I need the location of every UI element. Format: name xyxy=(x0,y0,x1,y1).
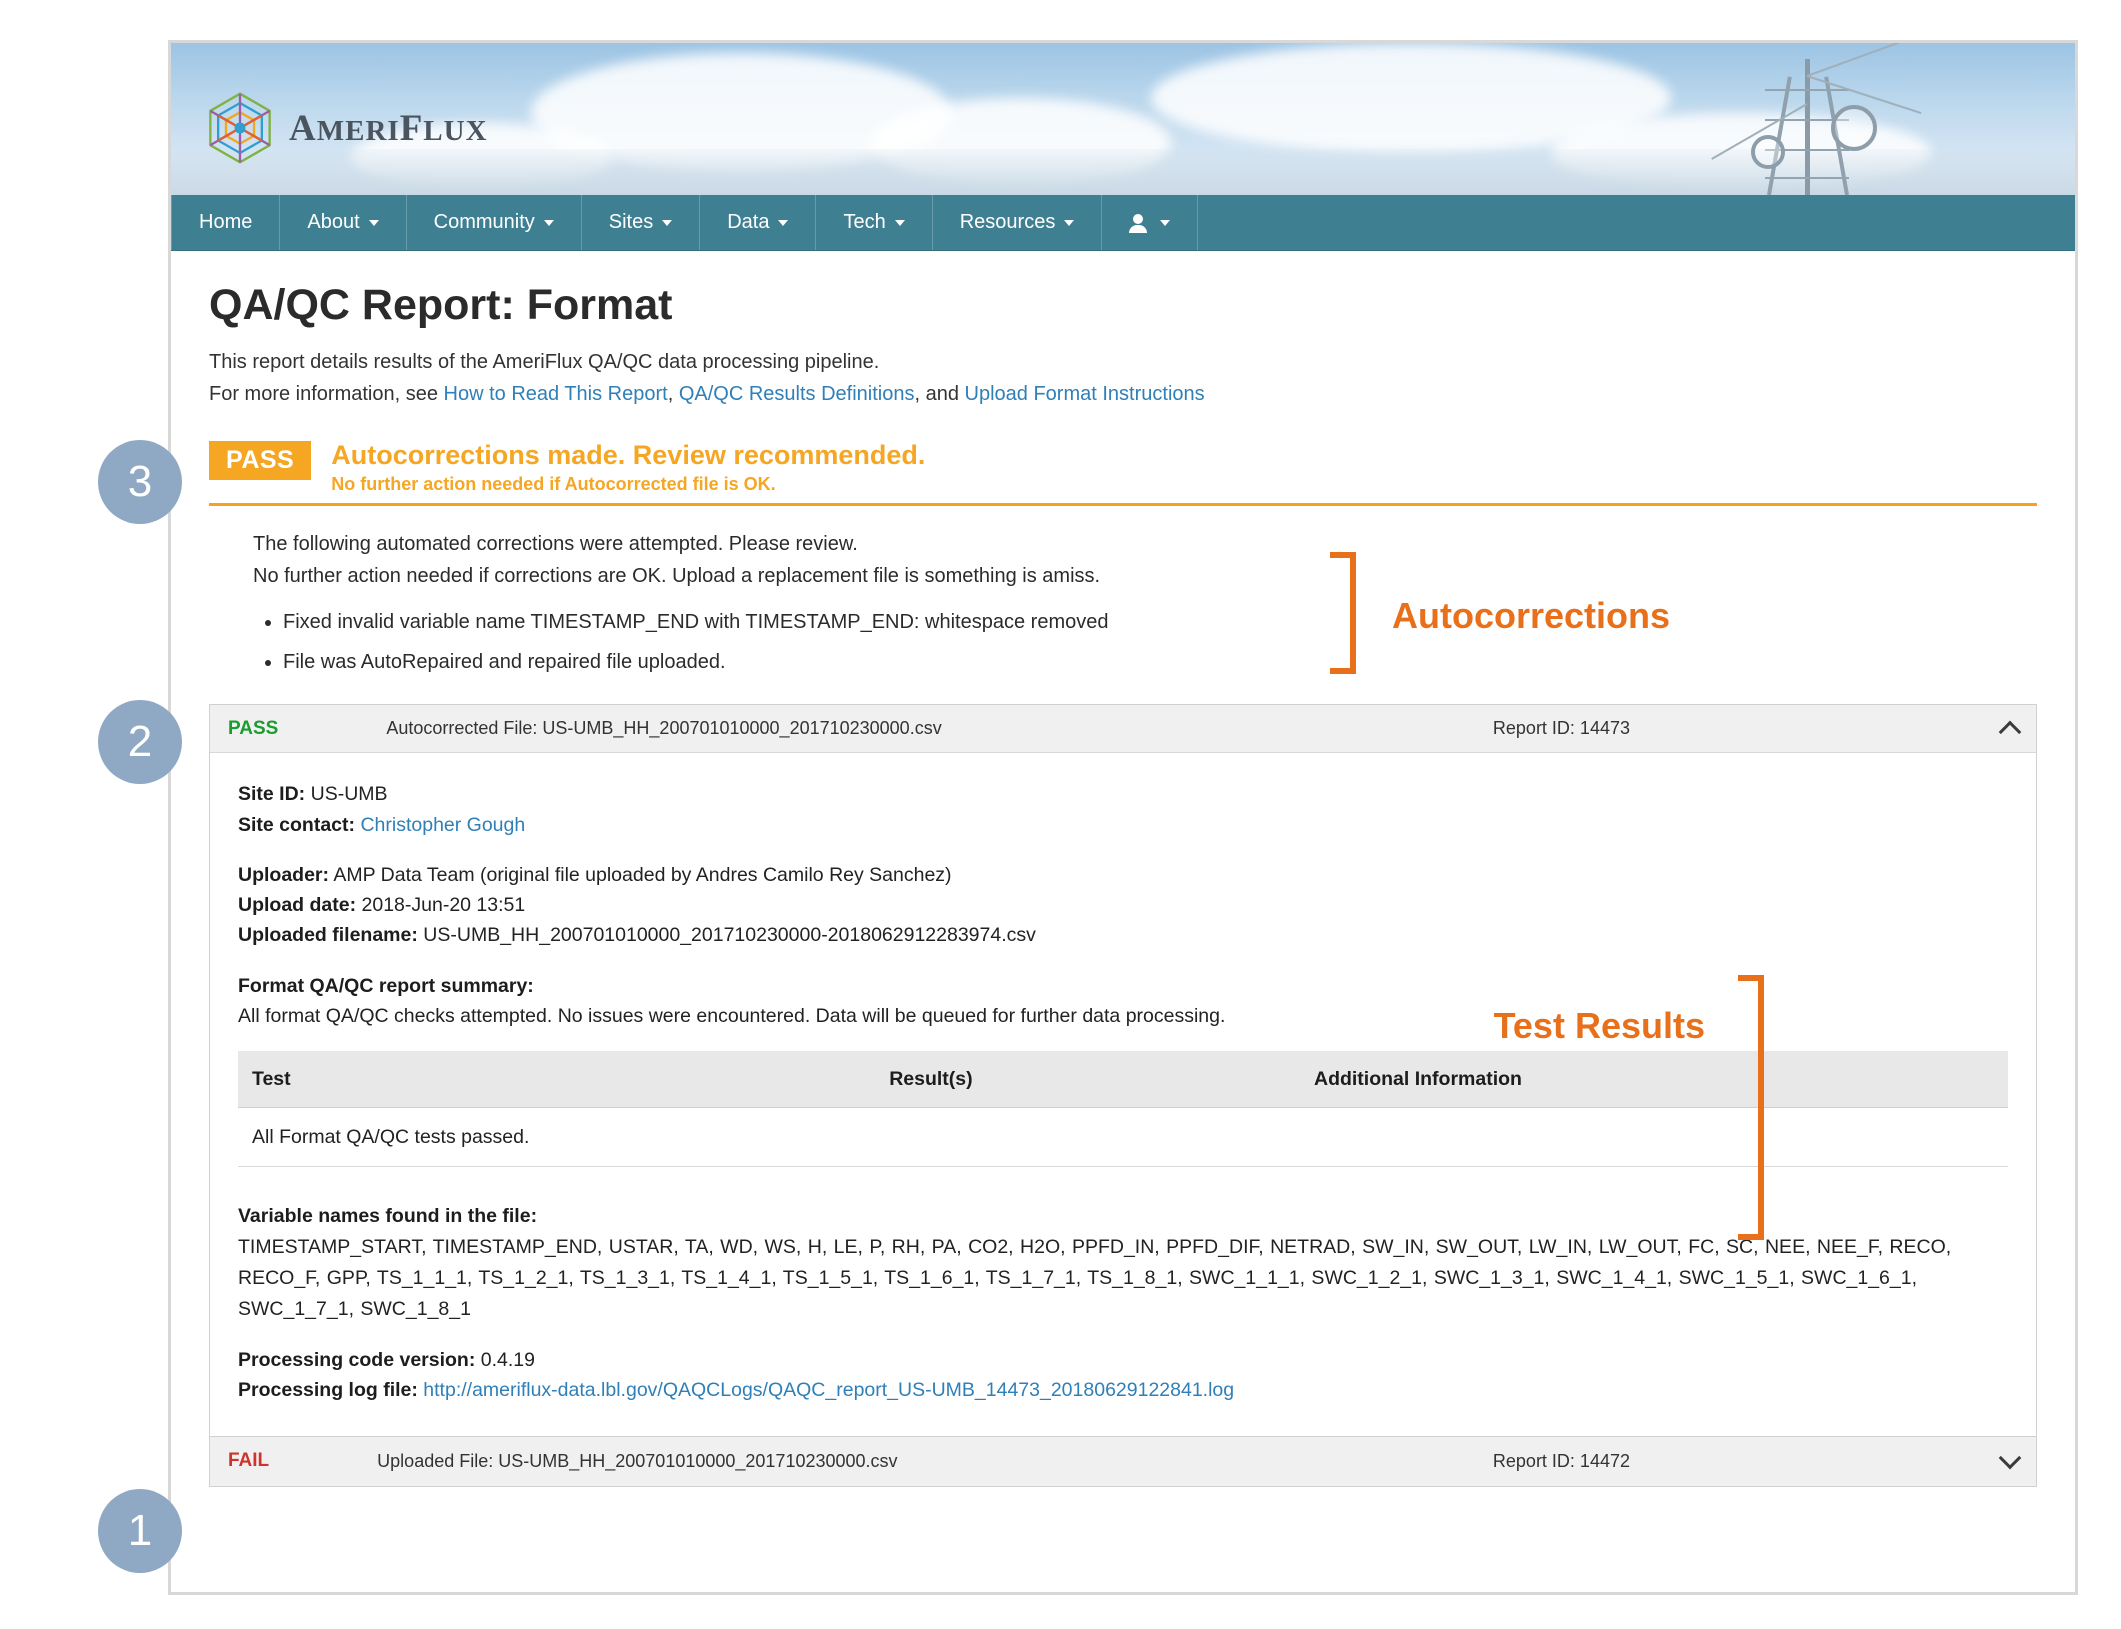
code-version-label: Processing code version: xyxy=(238,1349,476,1372)
variables-label: Variable names found in the file: xyxy=(238,1205,538,1228)
uploaded-filename-value: US-UMB_HH_200701010000_201710230000-2018062912283974.csv xyxy=(423,924,1036,947)
chevron-up-icon[interactable] xyxy=(1999,721,2022,744)
link-how-to-read-report[interactable]: How to Read This Report xyxy=(443,383,668,406)
log-file-row xyxy=(238,1375,2008,1405)
list-item: • File was AutoRepaired and repaired file uploaded. xyxy=(283,646,2037,678)
annotation-label-autocorrections: Autocorrections xyxy=(1392,595,1671,636)
autocorrections-bracket xyxy=(1330,552,1356,674)
panel-status-fail: FAIL xyxy=(228,1450,270,1472)
uploaded-filename-row xyxy=(238,920,2008,950)
autocorrections-list xyxy=(253,606,2037,678)
upload-date-label: Upload date: xyxy=(238,894,357,917)
annotation-circle-1: 1 xyxy=(98,1489,182,1573)
cell-test: All Format QA/QC tests passed. xyxy=(238,1108,875,1167)
log-file-link[interactable]: http://ameriflux-data.lbl.gov/QAQCLogs/QAQC_report_US-UMB_14473_20180629122841.log xyxy=(423,1379,1235,1402)
site-id-value: US-UMB xyxy=(310,783,388,806)
user-icon xyxy=(1129,214,1147,232)
chevron-down-icon xyxy=(1160,220,1170,226)
variables-value: TIMESTAMP_START, TIMESTAMP_END, USTAR, TA, WD, WS, H, LE, P, RH, PA, CO2, H2O, PPFD_IN, PPFD_DIF, NETRAD, SW_IN, SW_OUT, LW_IN, LW_OUT, FC, SC, NEE, NEE_F, RECO, RECO_F, GPP, TS_1_1_1, TS_1_2_1, TS_1_3_1, TS_1_4_1, TS_1_5_1, TS_1_6_1, TS_1_7_1, TS_1_8_1, SWC_1_1_1, SWC_1_2_1, SWC_1_3_1, SWC_1_4_1, SWC_1_5_1, SWC_1_6_1, SWC_1_7_1, SWC_1_8_1 xyxy=(238,1235,1952,1321)
wordmark-meri: MERI xyxy=(316,114,400,147)
cell-results xyxy=(875,1108,1300,1167)
upload-info-block xyxy=(238,860,2008,951)
chevron-down-icon xyxy=(544,220,554,226)
autocorrections-section xyxy=(209,528,2037,678)
code-version-row xyxy=(238,1345,2008,1375)
wordmark-f: F xyxy=(399,107,424,149)
code-version-value: 0.4.19 xyxy=(480,1349,535,1372)
intro-line-2 xyxy=(209,378,2037,410)
nav-label: Home xyxy=(199,211,253,233)
nav-label: Tech xyxy=(843,211,886,233)
column-header-additional-information: Additional Information xyxy=(1300,1051,2008,1108)
link-qaqc-results-definitions[interactable]: QA/QC Results Definitions xyxy=(678,383,915,406)
page-title: QA/QC Report: Format xyxy=(209,281,673,329)
annotation-circle-2: 2 xyxy=(98,700,182,784)
chevron-down-icon[interactable] xyxy=(1999,1447,2022,1470)
chevron-down-icon xyxy=(895,220,905,226)
wordmark-a: A xyxy=(289,107,317,149)
link-upload-format-instructions[interactable]: Upload Format Instructions xyxy=(964,383,1205,406)
ameriflux-wordmark xyxy=(289,107,488,150)
panel-file-label: Uploaded File: US-UMB_HH_200701010000_201710230000.csv xyxy=(377,1450,898,1471)
site-contact-row xyxy=(238,810,2008,840)
intro-separator: , and xyxy=(914,383,965,406)
summary-value: All format QA/QC checks attempted. No issues were encountered. Data will be queued for further data processing. xyxy=(238,1004,1226,1027)
report-panel-header[interactable] xyxy=(210,705,2036,753)
browser-page-frame xyxy=(168,40,2078,1595)
page-content xyxy=(171,251,2075,1487)
chevron-down-icon xyxy=(662,220,672,226)
report-panel-14472[interactable] xyxy=(209,1437,2037,1487)
alert-subline: No further action needed if Autocorrected file is OK. xyxy=(331,474,776,495)
column-header-results: Result(s) xyxy=(875,1051,1300,1108)
status-alert-banner xyxy=(209,441,2037,507)
panel-report-id: Report ID: 14473 xyxy=(1492,718,1630,739)
processing-info-block xyxy=(238,1345,2008,1405)
intro-prefix: For more information, see xyxy=(209,383,444,406)
panel-report-id: Report ID: 14472 xyxy=(1492,1450,1630,1471)
site-id-label: Site ID: xyxy=(238,783,306,806)
nav-item-home[interactable] xyxy=(171,195,280,250)
nav-label: Sites xyxy=(608,211,654,233)
annotation-circle-3: 3 xyxy=(98,440,182,524)
nav-label: Data xyxy=(727,211,770,233)
nav-item-community[interactable] xyxy=(407,195,582,250)
upload-date-row xyxy=(238,890,2008,920)
nav-label: Resources xyxy=(959,211,1056,233)
site-contact-label: Site contact: xyxy=(238,813,356,836)
log-file-label: Processing log file: xyxy=(238,1379,418,1402)
nav-item-data[interactable] xyxy=(700,195,816,250)
site-id-row xyxy=(238,779,2008,809)
nav-item-account[interactable] xyxy=(1102,195,1198,250)
cell-additional-information xyxy=(1300,1108,2008,1167)
intro-separator: , xyxy=(667,383,679,406)
wordmark-lux: LUX xyxy=(423,114,488,147)
status-badge-pass: PASS xyxy=(209,441,311,480)
panel-file-label: Autocorrected File: US-UMB_HH_200701010000_201710230000.csv xyxy=(386,718,942,739)
nav-item-tech[interactable] xyxy=(816,195,932,250)
upload-date-value: 2018-Jun-20 13:51 xyxy=(361,894,526,917)
summary-label: Format QA/QC report summary: xyxy=(238,974,534,997)
column-header-test: Test xyxy=(238,1051,875,1108)
nav-item-resources[interactable] xyxy=(933,195,1103,250)
uploaded-filename-label: Uploaded filename: xyxy=(238,924,418,947)
nav-item-about[interactable] xyxy=(280,195,406,250)
chevron-down-icon xyxy=(778,220,788,226)
alert-headline: Autocorrections made. Review recommended. xyxy=(331,439,926,470)
chevron-down-icon xyxy=(369,220,379,226)
page-intro xyxy=(209,346,2037,411)
panel-status-pass: PASS xyxy=(228,717,279,739)
site-info-block xyxy=(238,779,2008,839)
uploader-row xyxy=(238,860,2008,890)
nav-label: Community xyxy=(433,211,535,233)
chevron-down-icon xyxy=(1064,220,1074,226)
ameriflux-logo-icon xyxy=(201,89,279,167)
intro-line-1: This report details results of the AmeriFlux QA/QC data processing pipeline. xyxy=(209,351,880,373)
autocorrections-line-2: No further action needed if corrections are OK. Upload a replacement file is something is amiss. xyxy=(253,565,1101,588)
radio-tower-image xyxy=(1655,49,1955,195)
autocorrections-line-1: The following automated corrections were attempted. Please review. xyxy=(253,533,858,556)
site-banner xyxy=(171,43,2075,195)
site-contact-link[interactable]: Christopher Gough xyxy=(360,813,526,836)
list-item: • Fixed invalid variable name TIMESTAMP_END with TIMESTAMP_END: whitespace removed xyxy=(283,606,2037,638)
uploader-label: Uploader: xyxy=(238,863,330,886)
test-results-bracket xyxy=(1738,975,1764,1240)
annotation-label-test-results: Test Results xyxy=(1493,1005,1705,1046)
uploader-value: AMP Data Team (original file uploaded by Andres Camilo Rey Sanchez) xyxy=(333,863,952,886)
main-navigation xyxy=(171,195,2075,251)
ameriflux-logo[interactable] xyxy=(201,89,488,167)
nav-label: About xyxy=(307,211,360,233)
nav-item-sites[interactable] xyxy=(582,195,700,250)
